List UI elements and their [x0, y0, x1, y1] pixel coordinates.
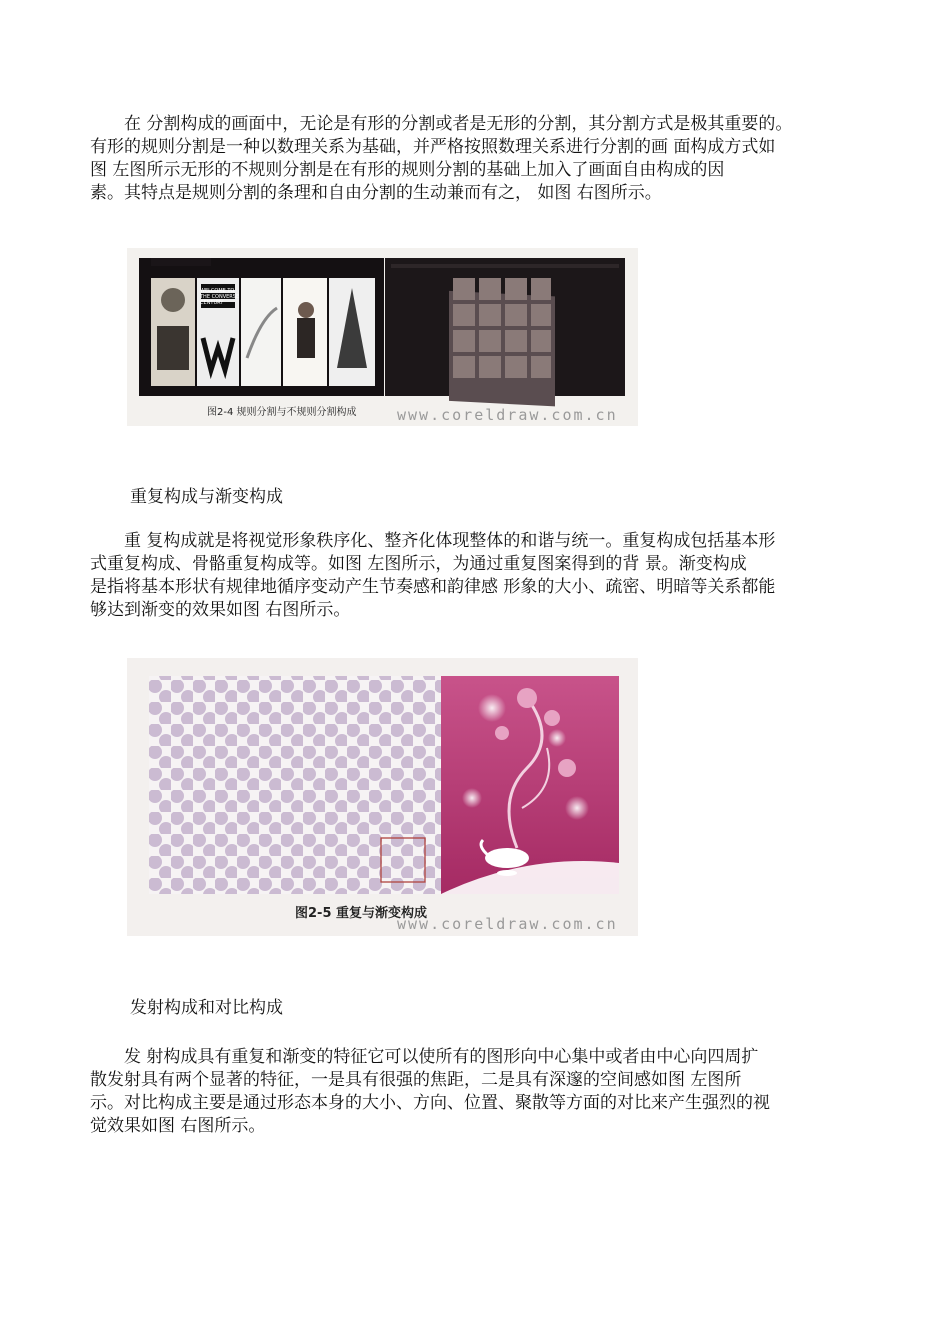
figure-2-5	[127, 658, 638, 936]
paragraph-line: 素。其特点是规则分割的条理和自由分割的生动兼而有之， 如图 右图所示。	[90, 183, 662, 203]
heading-repeat-gradient: 重复构成与渐变构成	[130, 487, 283, 507]
paragraph-line: 式重复构成、骨骼重复构成等。如图 左图所示，为通过重复图案得到的背 景。渐变构成	[90, 554, 747, 574]
paragraph-line: 有形的规则分割是一种以数理关系为基础，并严格按照数理关系进行分割的画 面构成方式如	[90, 137, 776, 157]
heading-radial-contrast: 发射构成和对比构成	[130, 998, 283, 1018]
figure-2-4-image	[127, 248, 638, 426]
watermark: www.coreldraw.com.cn	[397, 406, 618, 424]
figure-2-5-image	[127, 658, 638, 936]
paragraph-line: 在 分割构成的画面中，无论是有形的分割或者是无形的分割，其分割方式是极其重要的。	[90, 114, 793, 134]
paragraph-line: 发 射构成具有重复和渐变的特征它可以使所有的图形向中心集中或者由中心向四周扩	[90, 1047, 759, 1067]
figure-2-4-caption: 图2-4 规则分割与不规则分割构成	[207, 407, 357, 418]
watermark: www.coreldraw.com.cn	[397, 915, 618, 933]
figure-2-5-caption: 图2-5 重复与渐变构成	[295, 906, 428, 921]
paragraph-radial-composition	[90, 1046, 862, 1138]
paragraph-line: 觉效果如图 右图所示。	[90, 1116, 266, 1136]
paragraph-line: 散发射具有两个显著的特征，一是具有很强的焦距，二是具有深邃的空间感如图 左图所	[90, 1070, 742, 1090]
figure-2-4	[127, 248, 638, 426]
paragraph-line: 图 左图所示无形的不规则分割是在有形的规则分割的基础上加入了画面自由构成的因	[90, 160, 725, 180]
paragraph-line: 重 复构成就是将视觉形象秩序化、整齐化体现整体的和谐与统一。重复构成包括基本形	[90, 531, 776, 551]
paragraph-line: 够达到渐变的效果如图 右图所示。	[90, 600, 351, 620]
poster-welcome-text: WELCOME TO THE CONVERSE CENTURY	[200, 288, 240, 306]
paragraph-split-composition	[90, 113, 862, 205]
paragraph-repeat-composition	[90, 530, 862, 622]
paragraph-line: 是指将基本形状有规律地循序变动产生节奏感和韵律感 形象的大小、疏密、明暗等关系都能	[90, 577, 776, 597]
paragraph-line: 示。对比构成主要是通过形态本身的大小、方向、位置、聚散等方面的对比来产生强烈的视	[90, 1093, 770, 1113]
